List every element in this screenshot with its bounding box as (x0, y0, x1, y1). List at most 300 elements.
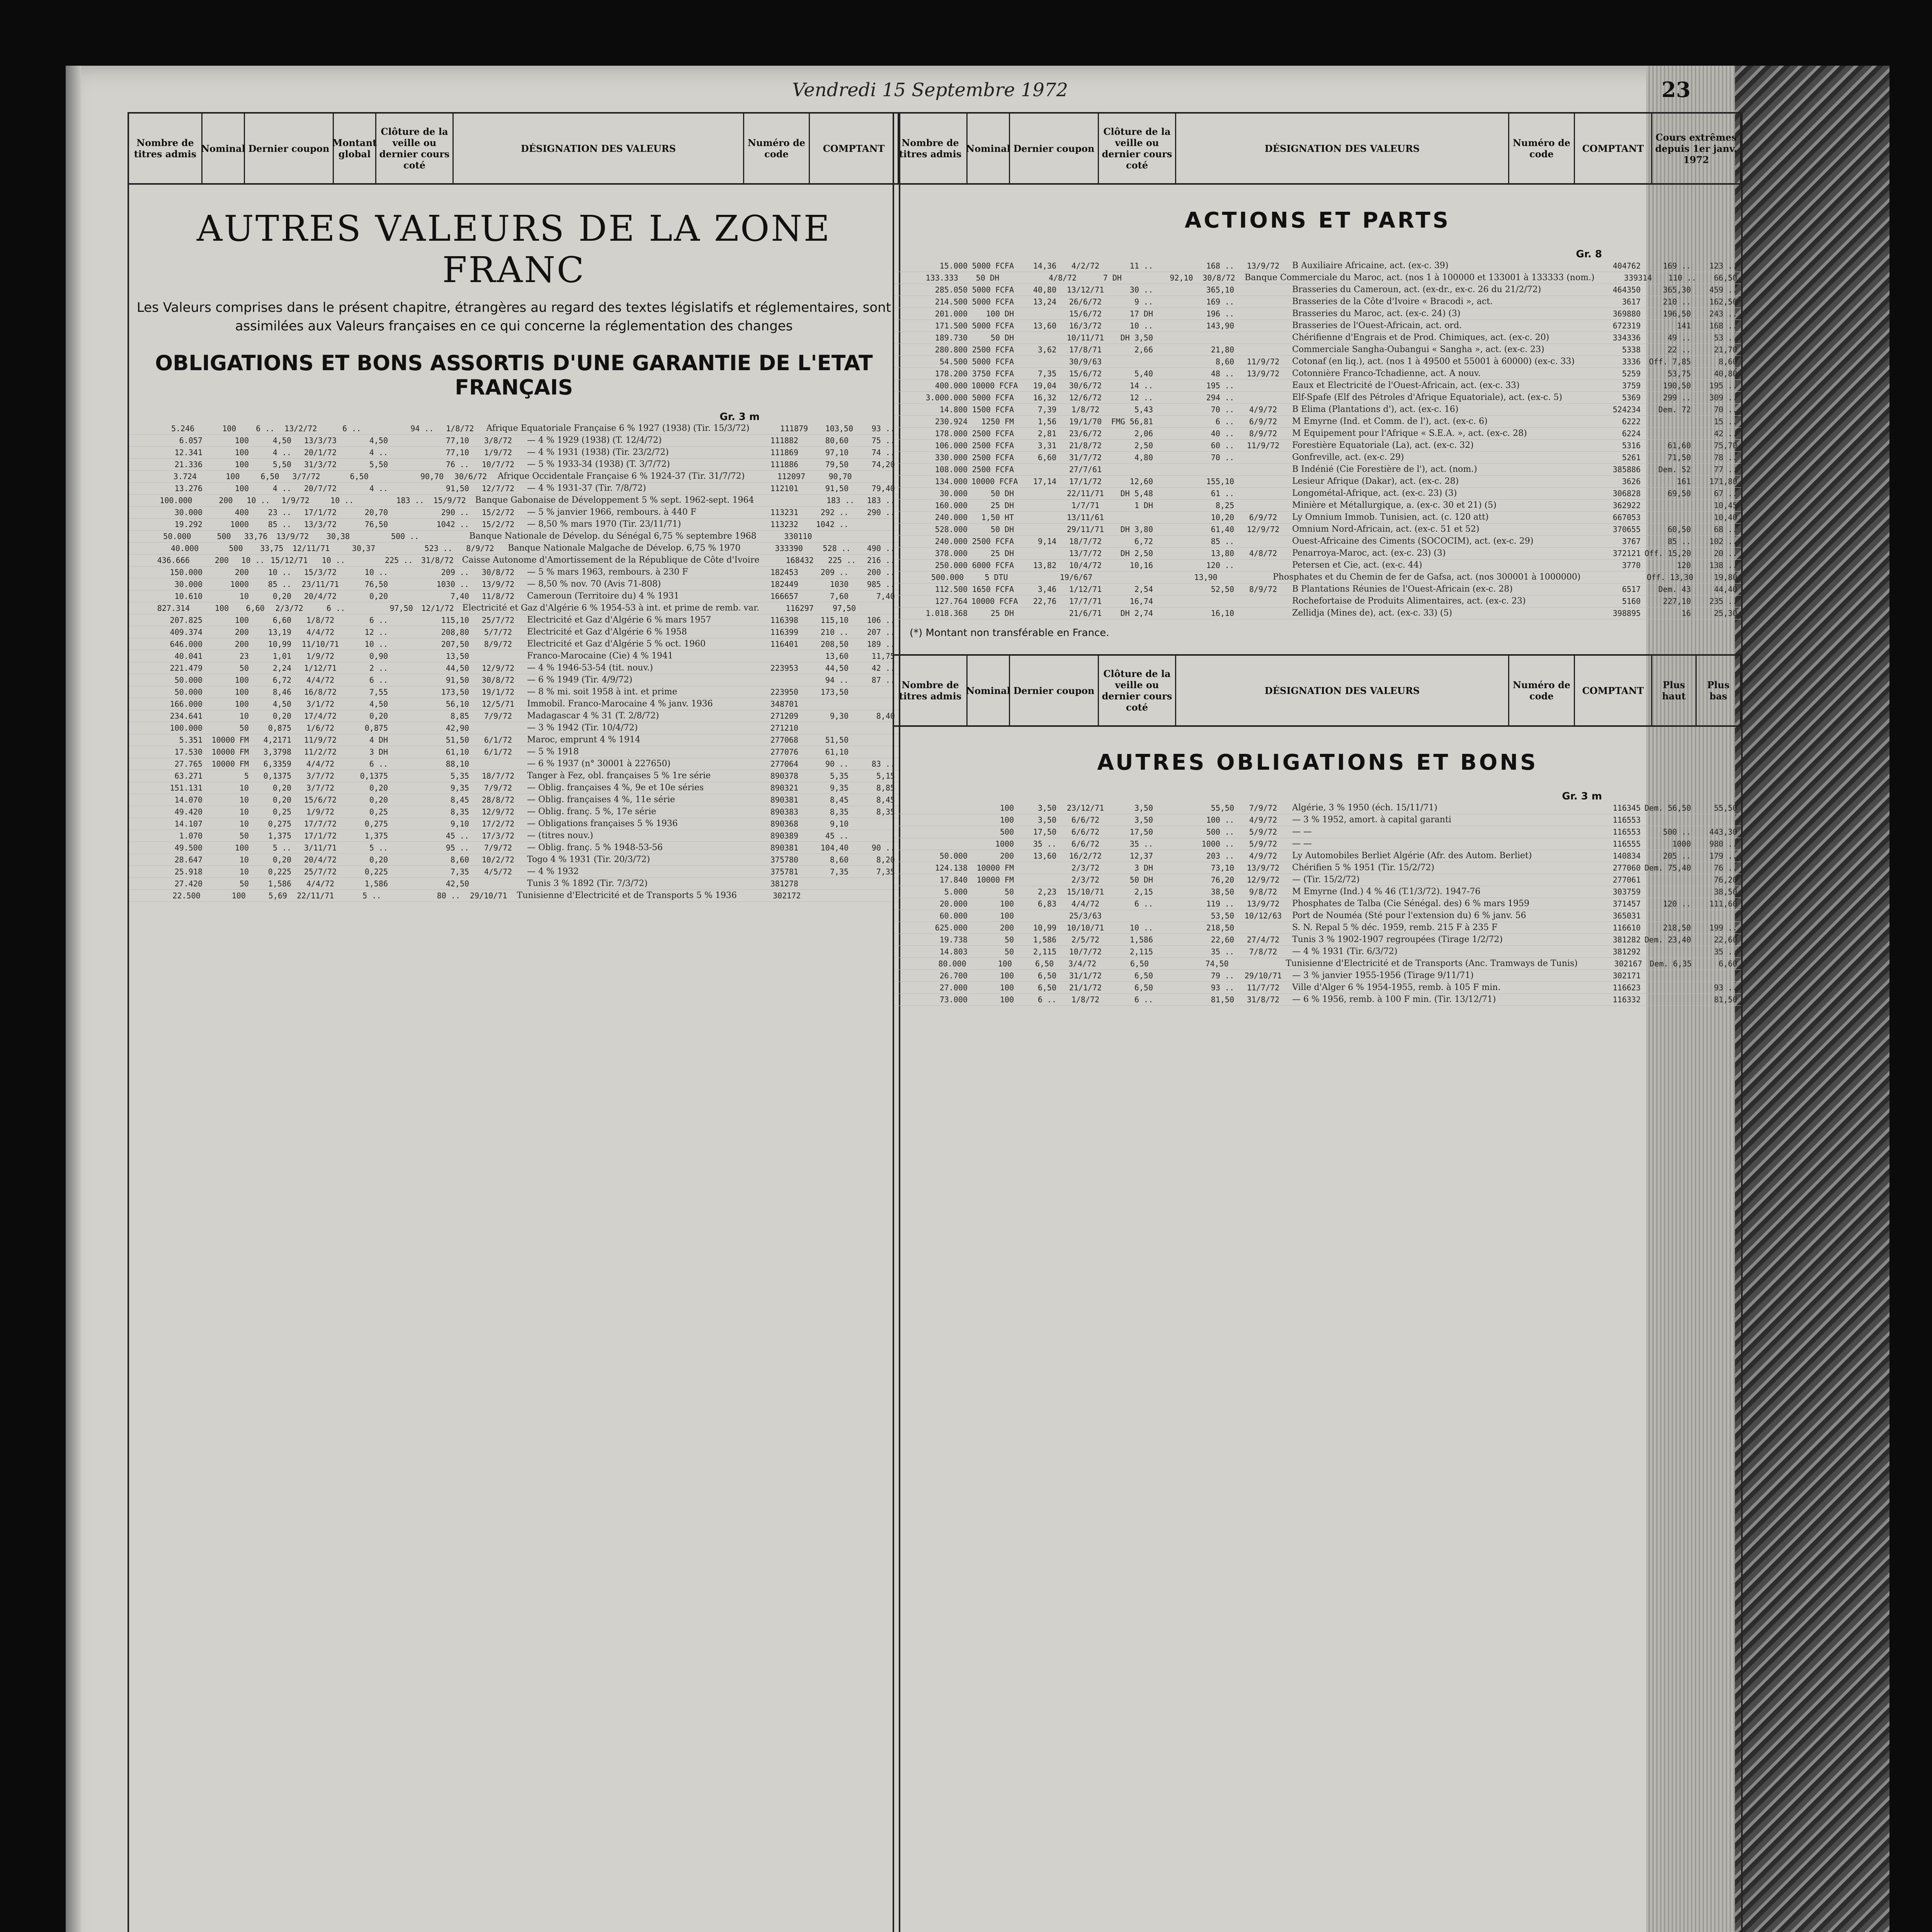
cell-cours-bas: 102 .. (1709, 537, 1737, 546)
table-row (894, 500, 1741, 512)
cell-date-detach: 10/11/71 (1066, 333, 1104, 342)
cell-date-cloture: 4/5/72 (484, 867, 512, 876)
cell-designation: — 6 % 1937 (n° 30001 à 227650) (527, 759, 671, 769)
cell-cours-haut: 528 .. (823, 544, 851, 553)
cell-nominal: 23 (239, 651, 249, 661)
cell-cloture: 500 .. (1206, 827, 1234, 837)
cell-cours-bas (852, 698, 899, 710)
cell-montant-coupon: DH 3,80 (1120, 525, 1153, 534)
cell-montant-global: 3,46 (1037, 585, 1056, 594)
cell-montant-global (1018, 862, 1060, 874)
cell-cours-haut (1645, 946, 1695, 957)
cell-date-cloture: 7/9/72 (484, 783, 512, 793)
cell-cloture: 61 .. (1211, 489, 1234, 498)
cell-titres-admis (894, 814, 971, 826)
table-row (129, 638, 899, 650)
cell-designation: — 4 % 1931-37 (Tir. 7/8/72) (527, 483, 646, 493)
cell-cloture: 56,10 (446, 699, 469, 709)
cell-designation: B Elima (Plantations d'), act. (ex-c. 16) (1292, 405, 1459, 414)
cell-cours-bas: 171,80 (1709, 477, 1737, 486)
cell-cours-bas (852, 722, 899, 734)
cell-montant-global: 14,36 (1033, 261, 1056, 270)
cell-montant-global: 10,99 (268, 639, 291, 649)
cell-montant-global: 0,225 (268, 867, 291, 876)
table-row (894, 452, 1741, 464)
cell-cloture: 8,45 (450, 795, 469, 804)
cell-date-detach: 21/1/72 (1069, 983, 1102, 992)
table-row (894, 524, 1741, 536)
cell-designation: Electricité et Gaz d'Algérie 6 % 1958 (527, 627, 687, 637)
cell-montant-global (1018, 512, 1060, 523)
table-row (894, 284, 1741, 296)
cell-cloture: 208,80 (441, 628, 469, 637)
cell-nominal: 50 (239, 831, 249, 840)
cell-titres-admis: 19.738 (939, 935, 968, 944)
cell-designation: Banque Nationale Malgache de Dévelop. 6,75 % 1970 (508, 543, 741, 553)
cell-date-detach: 20/4/72 (304, 855, 337, 864)
autres-obligations-table (894, 802, 1741, 1006)
cell-numero-code: 381292 (1612, 947, 1641, 956)
cell-titres-admis (894, 802, 971, 814)
cell-titres-admis: 21.336 (174, 460, 202, 469)
cell-date-cloture: 31/8/72 (1247, 995, 1280, 1004)
cell-montant-global: 4 .. (272, 448, 291, 457)
table-row (129, 423, 899, 435)
header-montant-global: Montant global (334, 114, 376, 183)
cell-numero-code: 890389 (770, 831, 798, 840)
cell-cloture: 73,10 (1211, 863, 1234, 872)
cell-date-detach: 1/7/71 (1071, 501, 1100, 510)
cell-cours-bas: 980 .. (1709, 839, 1737, 849)
cell-date-detach: 10/7/72 (1069, 947, 1102, 956)
left-listing-table (129, 423, 899, 902)
cell-montant-coupon: 0,1375 (360, 771, 388, 781)
cell-montant-global: 2,81 (1037, 429, 1056, 438)
cell-cours-haut (1645, 428, 1695, 439)
cell-cours-bas: 138 .. (1709, 561, 1737, 570)
cell-montant-global (1018, 308, 1060, 320)
cell-montant-global: 3,31 (1037, 441, 1056, 450)
table-row (894, 850, 1741, 862)
cell-date-cloture: 12/9/72 (1247, 525, 1280, 534)
cell-cours-bas: 42 .. (871, 663, 895, 673)
cell-cours-bas: 5,15 (876, 771, 895, 781)
header-plus-haut: Plus haut (1652, 656, 1697, 725)
cell-cours-bas: 123 .. (1709, 261, 1737, 270)
cell-cours-haut: 60,50 (1667, 525, 1691, 534)
cell-titres-admis: 240.000 (935, 513, 968, 522)
cell-designation: — Obligations françaises 5 % 1936 (527, 819, 678, 828)
cell-nominal: 50 (239, 879, 249, 888)
cell-nominal: 1000 (230, 580, 249, 589)
cell-montant-coupon: 0,20 (369, 711, 388, 721)
cell-montant-global: 2,23 (1037, 887, 1056, 896)
table-row (129, 578, 899, 590)
cell-numero-code: 303759 (1612, 887, 1641, 896)
cell-cours-bas: 189 .. (867, 639, 895, 649)
cell-cours-haut: 97,50 (832, 604, 856, 613)
cell-montant-global: 13,82 (1033, 561, 1056, 570)
cell-cours-bas: 8,20 (876, 855, 895, 864)
cell-numero-code: 375781 (770, 867, 798, 876)
cell-titres-admis: 1.018.368 (925, 609, 968, 618)
cell-montant-coupon: 30,38 (326, 532, 350, 541)
cell-numero-code: 116553 (1612, 827, 1641, 837)
cell-montant-global: 2,115 (1033, 947, 1056, 956)
cell-date-detach: 17/7/72 (304, 819, 337, 828)
cell-designation: Immobil. Franco-Marocaine 4 % janv. 1936 (527, 699, 713, 709)
table-row (894, 260, 1741, 272)
cell-date-detach: 30/9/63 (1069, 357, 1102, 366)
cell-date-detach: 6/6/72 (1071, 839, 1100, 849)
cell-numero-code: 116553 (1612, 815, 1641, 825)
table-row (894, 910, 1741, 922)
cell-date-detach: 1/9/72 (306, 651, 335, 661)
cell-date-detach: 19/1/70 (1069, 417, 1102, 426)
cell-cours-bas (852, 734, 899, 746)
cell-cours-bas: 74 .. (871, 448, 895, 457)
cell-date-detach: 13/12/71 (1066, 285, 1104, 294)
cell-titres-admis: 100.000 (170, 723, 202, 733)
cell-nominal: 100 (235, 436, 249, 445)
cell-nominal: 10000 FM (976, 863, 1014, 872)
table-row (894, 958, 1741, 970)
left-column (128, 112, 900, 1932)
cell-titres-admis (894, 838, 971, 850)
cell-designation: Brasseries de l'Ouest-Africain, act. ord. (1292, 321, 1462, 330)
cell-date-cloture (1238, 452, 1288, 463)
cell-numero-code: 116401 (770, 639, 798, 649)
cell-date-cloture: 12/9/72 (1247, 875, 1280, 884)
cell-numero-code: 116297 (786, 604, 814, 613)
cell-designation: Ville d'Alger 6 % 1954-1955, remb. à 105 F min. (1292, 983, 1501, 992)
cell-titres-admis: 166.000 (170, 699, 202, 709)
cell-date-cloture: 4/9/72 (1249, 815, 1277, 825)
cell-titres-admis: 3.724 (173, 472, 197, 481)
cell-cloture: 38,50 (1211, 887, 1234, 896)
cell-numero-code (733, 650, 802, 662)
cell-montant-global: 85 .. (268, 580, 291, 589)
cell-date-detach: 25/7/72 (304, 867, 337, 876)
cell-date-detach: 22/11/71 (1066, 489, 1104, 498)
cell-nominal: 2500 FCFA (972, 429, 1014, 438)
cell-designation: Electricité et Gaz d'Algérie 6 % 1954-53 à int. et prime de remb. var. (462, 603, 760, 613)
cell-nominal: 2500 FCFA (972, 345, 1014, 354)
cell-titres-admis: 160.000 (935, 501, 968, 510)
cell-date-detach: 20/4/72 (304, 592, 337, 601)
header-plus-bas: Plus bas (1697, 656, 1741, 725)
cell-nominal: 25 DH (990, 501, 1014, 510)
cell-cloture: 76 .. (446, 460, 469, 469)
section-heading-autres-obligations: AUTRES OBLIGATIONS ET BONS (1097, 750, 1538, 775)
running-header-date: Vendredi 15 Septembre 1972 (792, 79, 1068, 101)
cell-montant-global (1018, 874, 1060, 886)
cell-date-detach: 13/9/72 (276, 532, 309, 541)
cell-montant-coupon (1111, 512, 1157, 523)
table-header-left (129, 114, 899, 185)
cell-montant-global: 0,1375 (263, 771, 291, 781)
cell-numero-code: 3617 (1622, 297, 1641, 306)
cell-montant-coupon: 2,15 (1134, 887, 1153, 896)
cell-numero-code: 890381 (770, 843, 798, 852)
cell-cours-haut: 9,35 (830, 783, 849, 793)
cell-cours-bas (852, 830, 899, 842)
cell-nominal: 100 (235, 843, 249, 852)
cell-date-cloture: 6/9/72 (1249, 513, 1277, 522)
cell-cours-bas: 235 .. (1709, 597, 1737, 606)
cell-titres-admis: 14.070 (174, 795, 202, 804)
cell-cloture: 10,20 (1211, 513, 1234, 522)
cell-cours-haut: 225 .. (828, 556, 856, 565)
cell-numero-code: 381282 (1612, 935, 1641, 944)
cell-titres-admis: 100.000 (160, 496, 192, 505)
cell-montant-global: 5,69 (268, 891, 287, 900)
cell-numero-code: 6517 (1622, 585, 1641, 594)
cell-cours-haut: 7,35 (830, 867, 849, 876)
cell-nominal: 50 (239, 663, 249, 673)
cell-titres-admis: 133.333 (925, 273, 958, 282)
cell-montant-coupon: 5,43 (1134, 405, 1153, 414)
cell-cloture: 1030 .. (436, 580, 469, 589)
cell-numero-code: 334336 (1612, 333, 1641, 342)
cell-nominal: 100 (235, 675, 249, 685)
cell-date-detach: 13/7/72 (1069, 549, 1102, 558)
cell-montant-coupon: 2,50 (1134, 441, 1153, 450)
cell-date-cloture (1233, 958, 1282, 969)
cell-cours-bas: 290 .. (867, 508, 895, 517)
section-heading-obligations-garanties: OBLIGATIONS ET BONS ASSORTIS D'UNE GARANTIE DE L'ETAT FRANÇAIS (155, 351, 873, 400)
cell-designation: Minière et Métallurgique, a. (ex-c. 30 et 21) (5) (1292, 500, 1497, 510)
cell-designation: — — (1292, 839, 1312, 849)
cell-montant-coupon: 76,50 (364, 580, 388, 589)
cell-cloture: 61,10 (446, 747, 469, 757)
cell-nominal: 500 (1000, 827, 1014, 837)
header-nominal: Nominal (202, 114, 245, 183)
cell-montant-coupon (1111, 356, 1157, 367)
cell-numero-code: 223950 (770, 687, 798, 697)
cell-date-detach: 6/6/72 (1071, 827, 1100, 837)
cell-date-cloture (1238, 344, 1288, 355)
table-row (129, 818, 899, 830)
table-row (129, 806, 899, 818)
cell-cours-haut: 8,60 (830, 855, 849, 864)
cell-montant-coupon: 7,55 (369, 687, 388, 697)
cell-cloture: 44,50 (446, 663, 469, 673)
cell-cloture: 100 .. (1206, 815, 1234, 825)
cell-cloture: 1042 .. (436, 520, 469, 529)
cell-nominal: 100 (235, 448, 249, 457)
cell-montant-coupon: 11 .. (1129, 261, 1153, 270)
cell-titres-admis: 50.000 (174, 687, 202, 697)
cell-cours-bas (852, 818, 899, 830)
cell-designation: — Oblig. franç. 5 % 1948-53-56 (527, 843, 663, 852)
cell-titres-admis: 27.765 (174, 759, 202, 769)
cell-date-cloture: 30/8/72 (481, 675, 515, 685)
cell-numero-code: 277068 (770, 735, 798, 745)
cell-cours-bas: 8,40 (876, 711, 895, 721)
table-row (894, 814, 1741, 826)
cell-designation: — 4 % 1931 (1938) (Tir. 23/2/72) (527, 447, 669, 457)
cell-date-detach: 27/7/61 (1069, 465, 1102, 474)
cell-montant-global (1018, 488, 1060, 499)
cell-montant-coupon: 5 .. (369, 843, 388, 852)
cell-cloture: 183 .. (396, 496, 424, 505)
cell-numero-code: 277064 (770, 759, 798, 769)
table-header-right (894, 114, 1741, 185)
cell-designation: Banque Nationale de Dévelop. du Sénégal 6,75 % septembre 1968 (469, 531, 757, 541)
cell-montant-coupon: 4 DH (369, 735, 388, 745)
cell-numero-code: 271209 (770, 711, 798, 721)
cell-date-detach: 4/8/72 (1048, 273, 1077, 282)
cell-date-detach: 3/7/72 (306, 771, 335, 781)
cell-montant-coupon: 5,50 (369, 460, 388, 469)
cell-cours-bas: 81,50 (1714, 995, 1737, 1004)
cell-cours-bas: 162,50 (1709, 297, 1737, 306)
table-row (894, 488, 1741, 500)
table-row (894, 344, 1741, 356)
cell-cours-haut: 9,10 (830, 819, 849, 828)
table-row (129, 794, 899, 806)
cell-nominal: 100 (1000, 911, 1014, 920)
cell-nominal: 100 (1000, 995, 1014, 1004)
cell-cours-bas: 200 .. (867, 568, 895, 577)
cell-date-detach: 2/5/72 (1071, 935, 1100, 944)
cell-cours-bas: 19,80 (1714, 573, 1738, 582)
cell-nominal: 10 (239, 855, 249, 864)
cell-nominal: 100 (1000, 815, 1014, 825)
cell-date-cloture: 31/8/72 (421, 556, 454, 565)
cell-designation: Ly Omnium Immob. Tunisien, act. (c. 120 att) (1292, 512, 1489, 522)
cell-montant-coupon: 30,37 (352, 544, 376, 553)
cell-numero-code: 302167 (1614, 959, 1642, 968)
cell-titres-admis: 30.000 (174, 580, 202, 589)
cell-cours-haut (1645, 910, 1695, 922)
cell-cours-haut (802, 722, 852, 734)
cell-date-detach: 1/8/72 (1071, 405, 1100, 414)
cell-date-detach: 15/6/72 (1069, 309, 1102, 318)
cell-date-cloture: 13/9/72 (1247, 899, 1280, 908)
cell-titres-admis: 240.000 (935, 537, 968, 546)
cell-cours-bas: 66,50 (1714, 273, 1737, 282)
cell-montant-coupon: DH 2,50 (1120, 549, 1153, 558)
section-intro-text: Les Valeurs comprises dans le présent chapitre, étrangères au regard des textes législatifs et réglementaires, sont assimilées aux Valeurs françaises en ce qui concerne la réglementation des changes (136, 300, 891, 334)
cell-cours-bas: 8,35 (876, 807, 895, 816)
cell-montant-coupon: 0,20 (369, 795, 388, 804)
cell-montant-global: 0,20 (272, 795, 291, 804)
cell-montant-coupon: 7 DH (1103, 273, 1122, 282)
cell-designation: — 6 % 1956, remb. à 100 F min. (Tir. 13/12/71) (1292, 995, 1496, 1004)
cell-numero-code: 116623 (1612, 983, 1641, 992)
cell-date-cloture: 30/8/72 (481, 568, 515, 577)
cell-date-cloture: 10/12/63 (1244, 911, 1282, 920)
cell-date-cloture: 11/9/72 (1247, 357, 1280, 366)
cell-titres-admis: 221.479 (170, 663, 202, 673)
cell-nominal: 100 (231, 891, 246, 900)
cell-montant-coupon: 14 .. (1129, 381, 1153, 390)
cell-designation: Brasseries du Cameroun, act. (ex-dr., ex-c. 26 du 21/2/72) (1292, 285, 1541, 294)
cell-montant-global: 1,375 (268, 831, 291, 840)
cell-montant-global: 4 .. (272, 484, 291, 493)
cell-nominal: 400 (235, 508, 249, 517)
table-row (894, 416, 1741, 428)
cell-cours-bas: 90 .. (871, 843, 895, 852)
cell-montant-global: 85 .. (268, 520, 291, 529)
table-row (129, 471, 899, 483)
cell-numero-code: 116332 (1612, 995, 1641, 1004)
cell-date-cloture: 30/6/72 (454, 472, 487, 481)
cell-designation: Togo 4 % 1931 (Tir. 20/3/72) (527, 855, 650, 864)
cell-numero-code: 375780 (770, 855, 798, 864)
cell-cours-haut (1645, 500, 1695, 511)
cell-cloture (1157, 595, 1238, 607)
table-row (129, 674, 899, 686)
cell-cours-haut: 13,60 (825, 651, 849, 661)
cell-montant-global (1018, 524, 1060, 535)
group-label-right-2: Gr. 3 m (1562, 791, 1602, 802)
table-row (894, 320, 1741, 332)
cell-numero-code: 111869 (770, 448, 798, 457)
cell-date-cloture (1238, 536, 1288, 547)
cell-designation: Penarroya-Maroc, act. (ex-c. 23) (3) (1292, 548, 1446, 558)
table-row (129, 614, 899, 626)
cell-titres-admis: 250.000 (935, 561, 968, 570)
cell-numero-code: 890383 (770, 807, 798, 816)
footnote: (*) Montant non transférable en France. (910, 627, 1109, 639)
cell-cours-haut (1645, 970, 1695, 981)
header-comptant: COMPTANT (810, 114, 899, 183)
cell-cloture: 119 .. (1206, 899, 1234, 908)
cell-cours-bas: 199 .. (1709, 923, 1737, 932)
cell-cloture: 8,85 (450, 711, 469, 721)
cell-nominal: 100 (226, 472, 240, 481)
cell-cours-haut: 9,30 (830, 711, 849, 721)
cell-designation: B Plantations Réunies de l'Ouest-Africain (ex-c. 28) (1292, 584, 1513, 594)
cell-date-detach: 21/8/72 (1069, 441, 1102, 450)
table-row (894, 595, 1741, 607)
cell-montant-coupon: 2 .. (369, 663, 388, 673)
cell-cours-haut: 61,60 (1667, 441, 1691, 450)
cell-montant-coupon: 1,586 (1129, 935, 1153, 944)
cell-montant-coupon: 0,20 (369, 592, 388, 601)
cell-numero-code: 362922 (1612, 501, 1641, 510)
cell-date-detach: 19/6/67 (1060, 573, 1093, 582)
cell-nominal: 50 (239, 723, 249, 733)
table-row (129, 782, 899, 794)
cell-designation: Gonfreville, act. (ex-c. 29) (1292, 452, 1404, 462)
cell-designation: Elf-Spafe (Elf des Pétroles d'Afrique Equatoriale), act. (ex-c. 5) (1292, 393, 1562, 402)
cell-cours-bas: 93 .. (1714, 983, 1737, 992)
cell-cloture: 77,10 (446, 436, 469, 445)
cell-cours-bas (852, 519, 899, 530)
cell-cours-haut: 208,50 (820, 639, 849, 649)
cell-date-cloture (423, 531, 465, 542)
cell-cours-haut: 141 (1677, 321, 1691, 330)
cell-cours-haut (802, 698, 852, 710)
cell-numero-code: 3767 (1622, 537, 1641, 546)
table-row (129, 722, 899, 734)
cell-date-detach: 3/1/72 (306, 699, 335, 709)
cell-montant-global: 17,50 (1033, 827, 1056, 837)
cell-cours-haut (1645, 814, 1695, 826)
cell-numero-code: 116345 (1612, 803, 1641, 813)
cell-montant-global: 13,24 (1033, 297, 1056, 306)
cell-date-cloture: 12/1/72 (421, 604, 454, 613)
cell-cours-haut (1645, 512, 1695, 523)
cell-designation: Algérie, 3 % 1950 (éch. 15/11/71) (1292, 803, 1437, 813)
cell-numero-code: 116398 (770, 616, 798, 625)
cell-titres-admis: 49.420 (174, 807, 202, 816)
cell-montant-global: 33,76 (244, 532, 268, 541)
